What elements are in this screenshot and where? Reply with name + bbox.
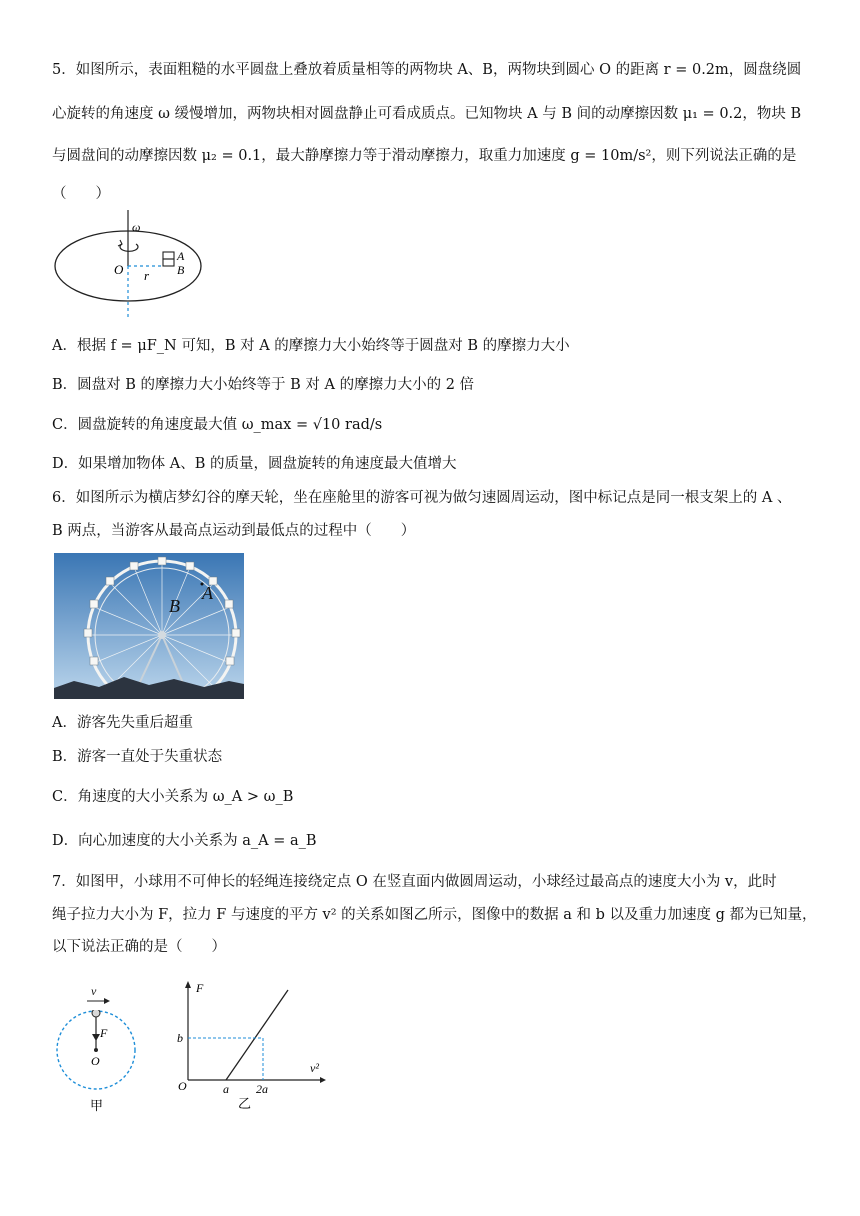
q7-circle-figure-jia [52, 1010, 142, 1120]
q5-option-a: A．根据 f = μF_N 可知，B 对 A 的摩擦力大小始终等于圆盘对 B 的摩擦力大小 [52, 338, 570, 354]
q5-disk-figure [52, 208, 212, 323]
q5-stem-line-1: 5．如图所示，表面粗糙的水平圆盘上叠放着质量相等的两物块 A、B，两物块到圆心 O 的距离 r = 0.2m，圆盘绕圆 [52, 62, 802, 78]
q6-stem-line-2: B 两点，当游客从最高点运动到最低点的过程中（ ） [52, 523, 416, 539]
q5-option-c: C．圆盘旋转的角速度最大值 ω_max = √10 rad/s [52, 417, 383, 433]
q5-option-b: B．圆盘对 B 的摩擦力大小始终等于 B 对 A 的摩擦力大小的 2 倍 [52, 377, 475, 393]
q5-block-b-label: B [177, 263, 185, 277]
photo-point-b-label: B [169, 596, 180, 616]
q6-option-a: A．游客先失重后超重 [52, 715, 193, 731]
fig-yi-caption: 乙 [238, 1096, 252, 1111]
fig-jia-velocity-arrow [86, 997, 112, 1005]
fig-yi-f-axis-label: F [196, 981, 204, 995]
fig-yi-2a-label: 2a [256, 1082, 268, 1096]
q5-omega-label: ω [132, 220, 141, 234]
fig-yi-origin-label: O [178, 1079, 187, 1093]
fig-jia-f-label: F [100, 1026, 108, 1040]
q5-radius-label: r [144, 268, 150, 283]
q5-stem-line-3: 与圆盘间的动摩擦因数 μ₂ = 0.1，最大静摩擦力等于滑动摩擦力，取重力加速度 g = 10m/s²，则下列说法正确的是 [52, 148, 797, 164]
q5-block-a-label: A [177, 249, 185, 263]
q5-stem-line-2: 心旋转的角速度 ω 缓慢增加，两物块相对圆盘静止可看成质点。已知物块 A 与 B 间的动摩擦因数 μ₁ = 0.2，物块 B [52, 106, 802, 122]
q7-force-graph-yi [172, 978, 332, 1112]
q6-option-b: B．游客一直处于失重状态 [52, 749, 223, 765]
q6-stem-line-1: 6．如图所示为横店梦幻谷的摩天轮，坐在座舱里的游客可视为做匀速圆周运动，图中标记点是同一根支架上的 A 、 [52, 490, 792, 506]
q5-answer-blank: （ ） [52, 186, 110, 202]
q7-stem-line-2: 绳子拉力大小为 F，拉力 F 与速度的平方 v² 的关系如图乙所示，图像中的数据 a 和 b 以及重力加速度 g 都为已知量， [52, 907, 817, 923]
fig-jia-o-label: O [91, 1054, 100, 1068]
q7-stem-line-1: 7．如图甲，小球用不可伸长的轻绳连接绕定点 O 在竖直面内做圆周运动，小球经过最高点的速度大小为 v，此时 [52, 874, 777, 890]
q6-option-c: C．角速度的大小关系为 ω_A > ω_B [52, 789, 294, 805]
fig-jia-caption: 甲 [90, 1098, 104, 1113]
q5-option-d: D．如果增加物体 A、B 的质量，圆盘旋转的角速度最大值增大 [52, 456, 457, 472]
q7-stem-line-3: 以下说法正确的是（ ） [52, 939, 226, 955]
photo-point-a-label: A [202, 583, 213, 603]
q5-center-o-label: O [114, 262, 124, 277]
fig-jia-v-label: v [91, 984, 97, 998]
ferris-wheel-photo [54, 553, 244, 699]
fig-yi-a-label: a [223, 1082, 229, 1096]
fig-yi-v2-axis-label: v² [310, 1061, 319, 1075]
fig-yi-b-label: b [177, 1031, 183, 1045]
q6-option-d: D．向心加速度的大小关系为 a_A = a_B [52, 833, 317, 849]
